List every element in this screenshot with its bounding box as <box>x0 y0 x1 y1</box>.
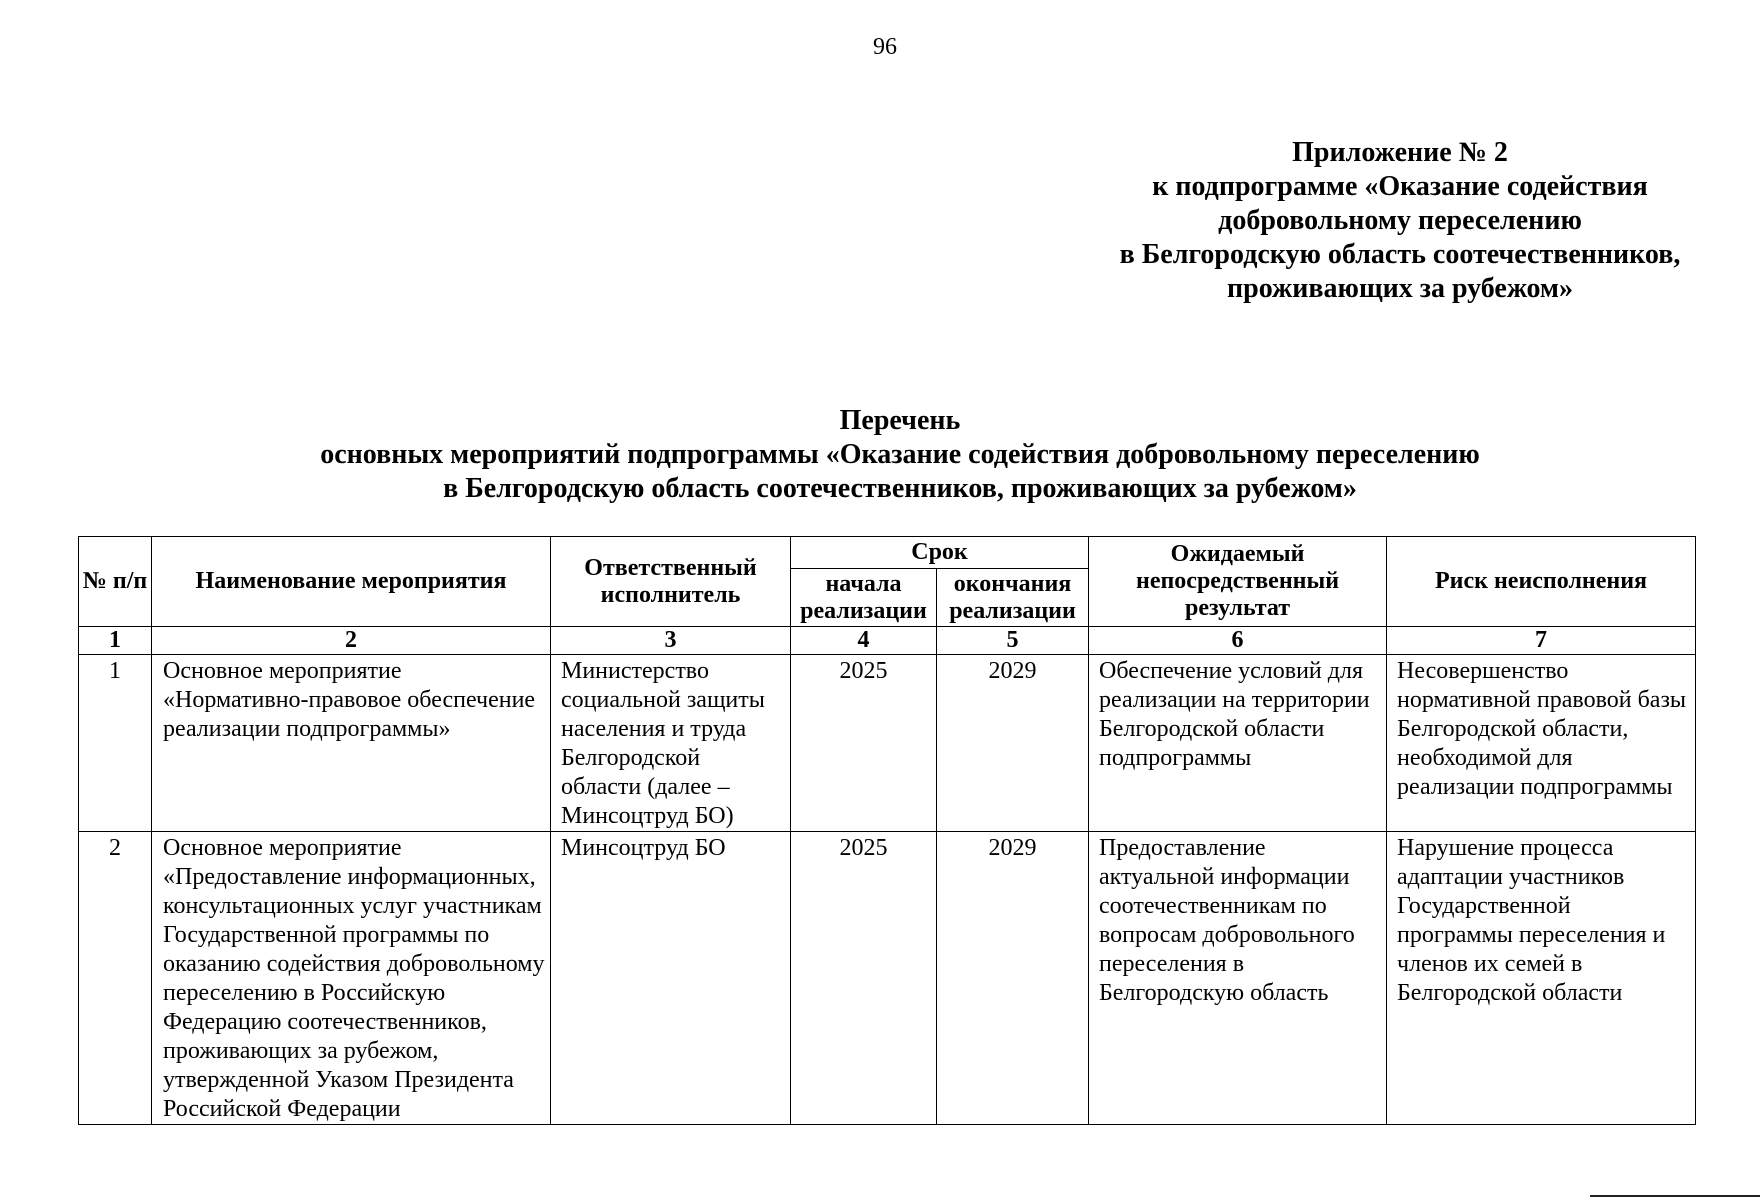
column-numbers-row <box>79 627 1696 655</box>
header-num: № п/п <box>79 537 152 627</box>
header-executor: Ответственный исполнитель <box>551 537 791 627</box>
cell-result: Обеспечение условий для реализации на территории Белгородской области подпрограммы <box>1089 655 1387 832</box>
cell-start: 2025 <box>791 655 937 832</box>
column-number: 6 <box>1089 627 1387 655</box>
column-number: 2 <box>152 627 551 655</box>
cell-risk: Нарушение процесса адаптации участников Государственной программы переселения и членов их семей в Белгородской области <box>1387 832 1696 1125</box>
title-line: в Белгородскую область соотечественников, проживающих за рубежом» <box>443 473 1357 504</box>
cell-num: 2 <box>79 832 152 1125</box>
cell-end: 2029 <box>937 832 1089 1125</box>
cell-name: Основное мероприятие «Нормативно-правовое обеспечение реализации подпрограммы» <box>152 655 551 832</box>
table-row <box>79 832 1696 1125</box>
appendix-line: к подпрограмме «Оказание содействия <box>1152 171 1648 202</box>
cell-risk: Несовершенство нормативной правовой базы Белгородской области, необходимой для реализации подпрограммы <box>1387 655 1696 832</box>
cell-name: Основное мероприятие «Предоставление информационных, консультационных услуг участникам Государственной программы по оказанию содействия добровольному переселению в Российскую Федерацию соотечественников, проживающих за рубежом, утвержденной Указом Президента Российской Федерации <box>152 832 551 1125</box>
title-line: основных мероприятий подпрограммы «Оказание содействия добровольному переселению <box>320 439 1480 470</box>
column-number: 7 <box>1387 627 1696 655</box>
appendix-line: добровольному переселению <box>1218 205 1582 236</box>
appendix-line: Приложение № 2 <box>1292 137 1508 168</box>
scan-edge-line <box>1590 1195 1760 1197</box>
cell-start: 2025 <box>791 832 937 1125</box>
header-result: Ожидаемый непосредственный результат <box>1089 537 1387 627</box>
appendix-line: проживающих за рубежом» <box>1226 273 1574 304</box>
document-title <box>0 404 1760 506</box>
header-term: Срок <box>791 537 1089 569</box>
cell-executor: Минсоцтруд БО <box>551 832 791 1125</box>
column-number: 1 <box>79 627 152 655</box>
table-row <box>79 655 1696 832</box>
header-name: Наименование мероприятия <box>152 537 551 627</box>
measures-table <box>78 536 1696 1125</box>
page-number: 96 <box>873 34 897 60</box>
cell-executor: Министерство социальной защиты населения и труда Белгородской области (далее – Минсоцтруд БО) <box>551 655 791 832</box>
header-risk: Риск неисполнения <box>1387 537 1696 627</box>
cell-num: 1 <box>79 655 152 832</box>
column-number: 4 <box>791 627 937 655</box>
cell-result: Предоставление актуальной информации соотечественникам по вопросам добровольного переселения в Белгородскую область <box>1089 832 1387 1125</box>
header-end: окончания реализации <box>937 569 1089 627</box>
appendix-line: в Белгородскую область соотечественников, <box>1119 239 1681 270</box>
header-start: начала реализации <box>791 569 937 627</box>
column-number: 5 <box>937 627 1089 655</box>
cell-end: 2029 <box>937 655 1089 832</box>
column-number: 3 <box>551 627 791 655</box>
appendix-header <box>1090 136 1710 306</box>
title-line: Перечень <box>839 405 961 436</box>
